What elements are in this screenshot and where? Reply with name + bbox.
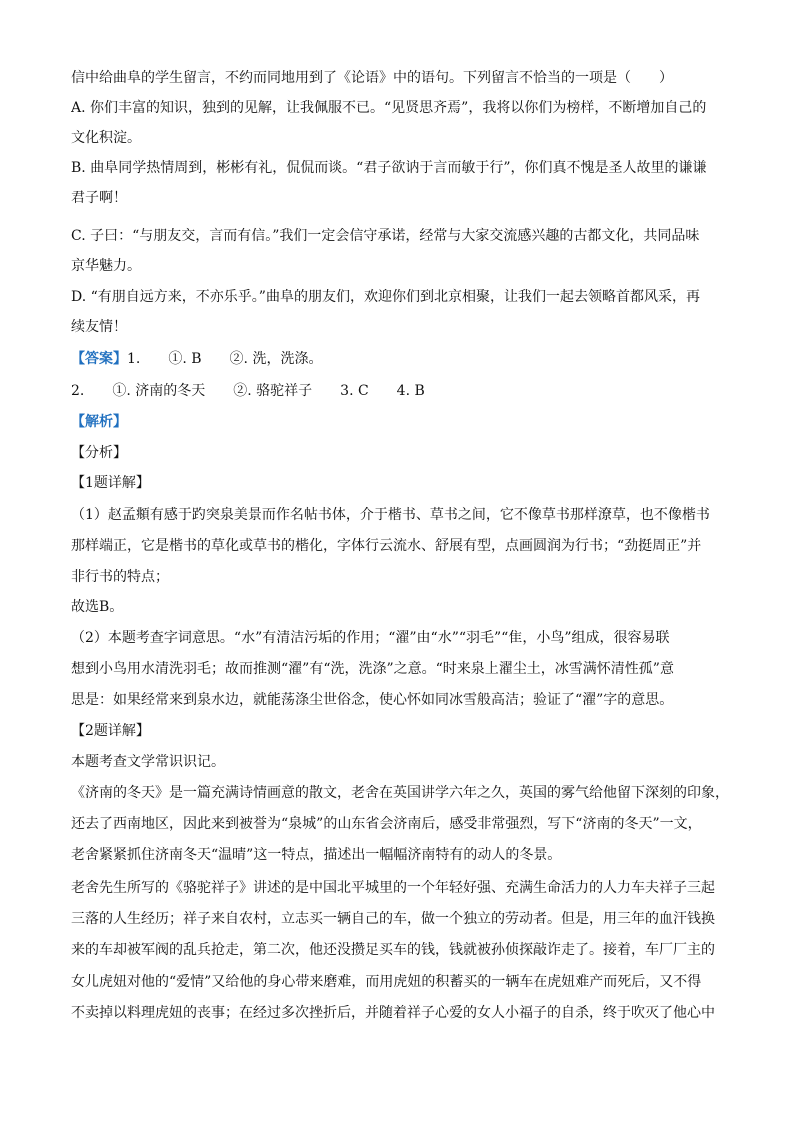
option-d-line-2: 续友情！ (71, 319, 127, 335)
fenxi-heading: 【分析】 (71, 445, 127, 461)
option-b-line-2: 君子啊！ (71, 190, 127, 206)
q1-line: （1）赵孟頫有感于趵突泉美景而作名帖书体，介于楷书、草书之间，它不像草书那样潦草，也不像楷书 (71, 507, 710, 523)
q1-heading: 【1题详解】 (71, 475, 150, 491)
option-d-line-1: D. “有朋自远方来，不亦乐乎。”曲阜的朋友们，欢迎你们到北京相聚，让我们一起去领略首都风采，再 (71, 289, 700, 305)
q2-line: 《济南的冬天》是一篇充满诗情画意的散文，老舍在英国讲学六年之久，英国的雾气给他留下深刻的印象， (71, 785, 729, 801)
q2-line: 本题考查文学常识识记。 (71, 754, 225, 770)
question-stem: 信中给曲阜的学生留言，不约而同地用到了《论语》中的语句。下列留言不恰当的一项是（ ） (71, 70, 673, 86)
answer-line-2: 2. ①. 济南的冬天 ②. 骆驼祥子 3. C 4. B (71, 383, 425, 399)
q2-line: 老舍紧紧抓住济南冬天“温晴”这一特点，描述出一幅幅济南特有的动人的冬景。 (71, 847, 562, 863)
q2-line: 女儿虎妞对他的“爱情”又给他的身心带来磨难，而用虎妞的积蓄买的一辆车在虎妞难产而死后，又不得 (71, 974, 702, 990)
q2-line: 老舍先生所写的《骆驼祥子》讲述的是中国北平城里的一个年轻好强、充满生命活力的人力车夫祥子三起 (71, 880, 715, 896)
q1-line: 非行书的特点； (71, 569, 169, 585)
answer-tag: 【答案】 (71, 351, 127, 367)
q1-line: 故选B。 (71, 599, 124, 615)
q2-heading: 【2题详解】 (71, 723, 150, 739)
q2-line: 三落的人生经历；祥子来自农村，立志买一辆自己的车，做一个独立的劳动者。但是，用三年的血汗钱换 (71, 911, 715, 927)
answer-text-1: 1. ①. B ②. 洗，洗涤。 (127, 351, 323, 367)
answer-line-1 (71, 350, 731, 368)
q1-line: 那样端正，它是楷书的草化或草书的楷化，字体行云流水、舒展有型，点画圆润为行书；“劲挺周正”并 (71, 538, 702, 554)
q1-line: 思是：如果经常来到泉水边，就能荡涤尘世俗念，使心怀如同冰雪般高洁；验证了“濯”字的意思。 (71, 692, 674, 708)
option-b-line-1: B. 曲阜同学热情周到，彬彬有礼，侃侃而谈。“君子欲讷于言而敏于行”，你们真不愧是圣人故里的谦谦 (71, 160, 707, 176)
q2-line: 还去了西南地区，因此来到被誉为“泉城”的山东省会济南后，感受非常强烈，写下“济南的冬天”一文， (71, 816, 702, 832)
q1-line: （2）本题考查字词意思。“水”有清洁污垢的作用；“濯”由“水”“羽毛”“隹，小鸟”组成，很容易联 (71, 630, 670, 646)
option-c-line-1: C. 子曰：“与朋友交，言而有信。”我们一定会信守承诺，经常与大家交流感兴趣的古都文化，共同品味 (71, 228, 700, 244)
option-a-line-1: A. 你们丰富的知识，独到的见解，让我佩服不已。“见贤思齐焉”，我将以你们为榜样，不断增加自己的 (71, 100, 707, 116)
option-a-line-2: 文化积淀。 (71, 130, 141, 146)
q2-line: 来的车却被军阀的乱兵抢走，第二次，他还没攒足买车的钱，钱就被孙侦探敲诈走了。接着，车厂厂主的 (71, 942, 715, 958)
q1-line: 想到小鸟用水清洗羽毛；故而推测“濯”有“洗，洗涤”之意。“时来泉上濯尘土，冰雪满怀清性孤”意 (71, 661, 674, 677)
option-c-line-2: 京华魅力。 (71, 258, 141, 274)
q2-line: 不卖掉以料理虎妞的丧事；在经过多次挫折后，并随着祥子心爱的女人小福子的自杀，终于吹灭了他心中 (71, 1005, 715, 1021)
analysis-tag: 【解析】 (71, 414, 127, 430)
